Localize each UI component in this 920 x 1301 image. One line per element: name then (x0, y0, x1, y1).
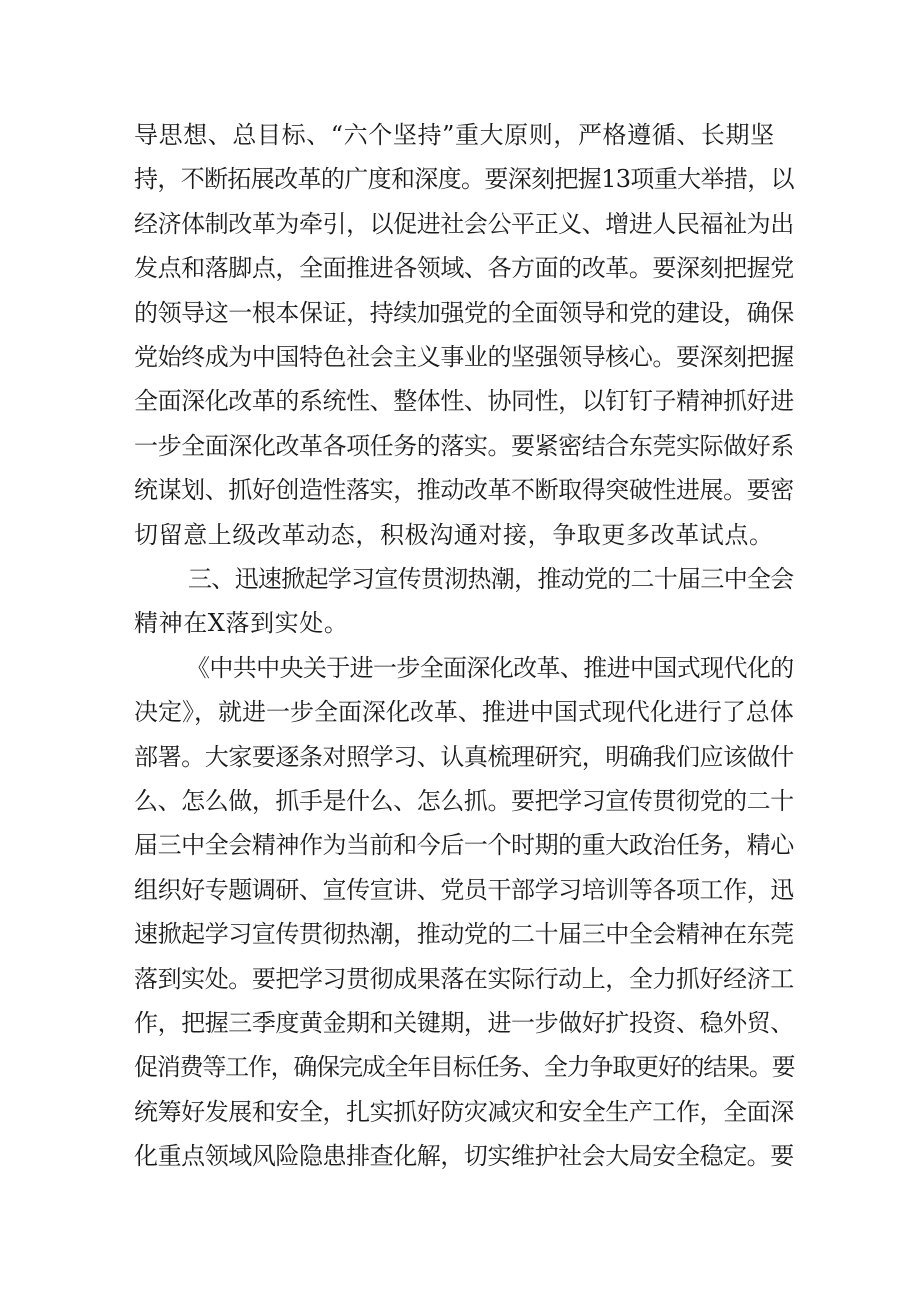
text-line: 发点和落脚点，全面推进各领域、各方面的改革。要深刻把握党 (134, 254, 794, 282)
text-line: 党始终成为中国特色社会主义事业的坚强领导核心。要深刻把握 (134, 343, 794, 371)
text-line: 的领导这一根本保证，持续加强党的全面领导和党的建设，确保 (134, 299, 794, 327)
paragraph-first-line: 《中共中央关于进一步全面深化改革、推进中国式现代化的 (186, 654, 794, 682)
text-line: 经济体制改革为牵引，以促进社会公平正义、增进人民福祉为出 (134, 210, 794, 238)
text-line: 么、怎么做，抓手是什么、怎么抓。要把学习宣传贯彻党的二十 (134, 787, 794, 815)
text-line: 全面深化改革的系统性、整体性、协同性，以钉钉子精神抓好进 (134, 387, 794, 415)
text-line: 统谋划、抓好创造性落实，推动改革不断取得突破性进展。要密 (134, 476, 794, 504)
text-line: 作，把握三季度黄金期和关键期，进一步做好扩投资、稳外贸、 (134, 1009, 794, 1037)
text-line: 部署。大家要逐条对照学习、认真梳理研究，明确我们应该做什 (134, 743, 794, 771)
text-line: 一步全面深化改革各项任务的落实。要紧密结合东莞实际做好系 (134, 432, 794, 460)
text-line: 落到实处。要把学习贯彻成果落在实际行动上，全力抓好经济工 (134, 965, 794, 993)
text-line: 统筹好发展和安全，扎实抓好防灾减灾和安全生产工作，全面深 (134, 1098, 794, 1126)
section-heading-line: 三、迅速掀起学习宣传贯沏热潮，推动党的二十届三中全会 (188, 565, 794, 593)
text-line: 届三中全会精神作为当前和今后一个时期的重大政治任务，精心 (134, 831, 794, 859)
text-line: 速掀起学习宣传贯彻热潮，推动党的二十届三中全会精神在东莞 (134, 920, 794, 948)
text-line: 导思想、总目标、“六个坚持”重大原则，严格遵循、长期坚 (134, 121, 775, 149)
text-line: 促消费等工作，确保完成全年目标任务、全力争取更好的结果。要 (134, 1053, 795, 1081)
text-line: 切留意上级改革动态，积极沟通对接，争取更多改革试点。 (134, 521, 774, 549)
section-heading-line: 精神在X落到实处。 (134, 609, 349, 637)
text-line: 决定》，就进一步全面深化改革、推进中国式现代化进行了总体 (134, 698, 794, 726)
text-line: 化重点领域风险隐患排查化解，切实维护社会大局安全稳定。要 (134, 1142, 794, 1170)
text-line: 持，不断拓展改革的广度和深度。要深刻把握13项重大举措，以 (134, 165, 794, 193)
text-line: 组织好专题调研、宣传宣讲、党员干部学习培训等各项工作，迅 (134, 876, 794, 904)
